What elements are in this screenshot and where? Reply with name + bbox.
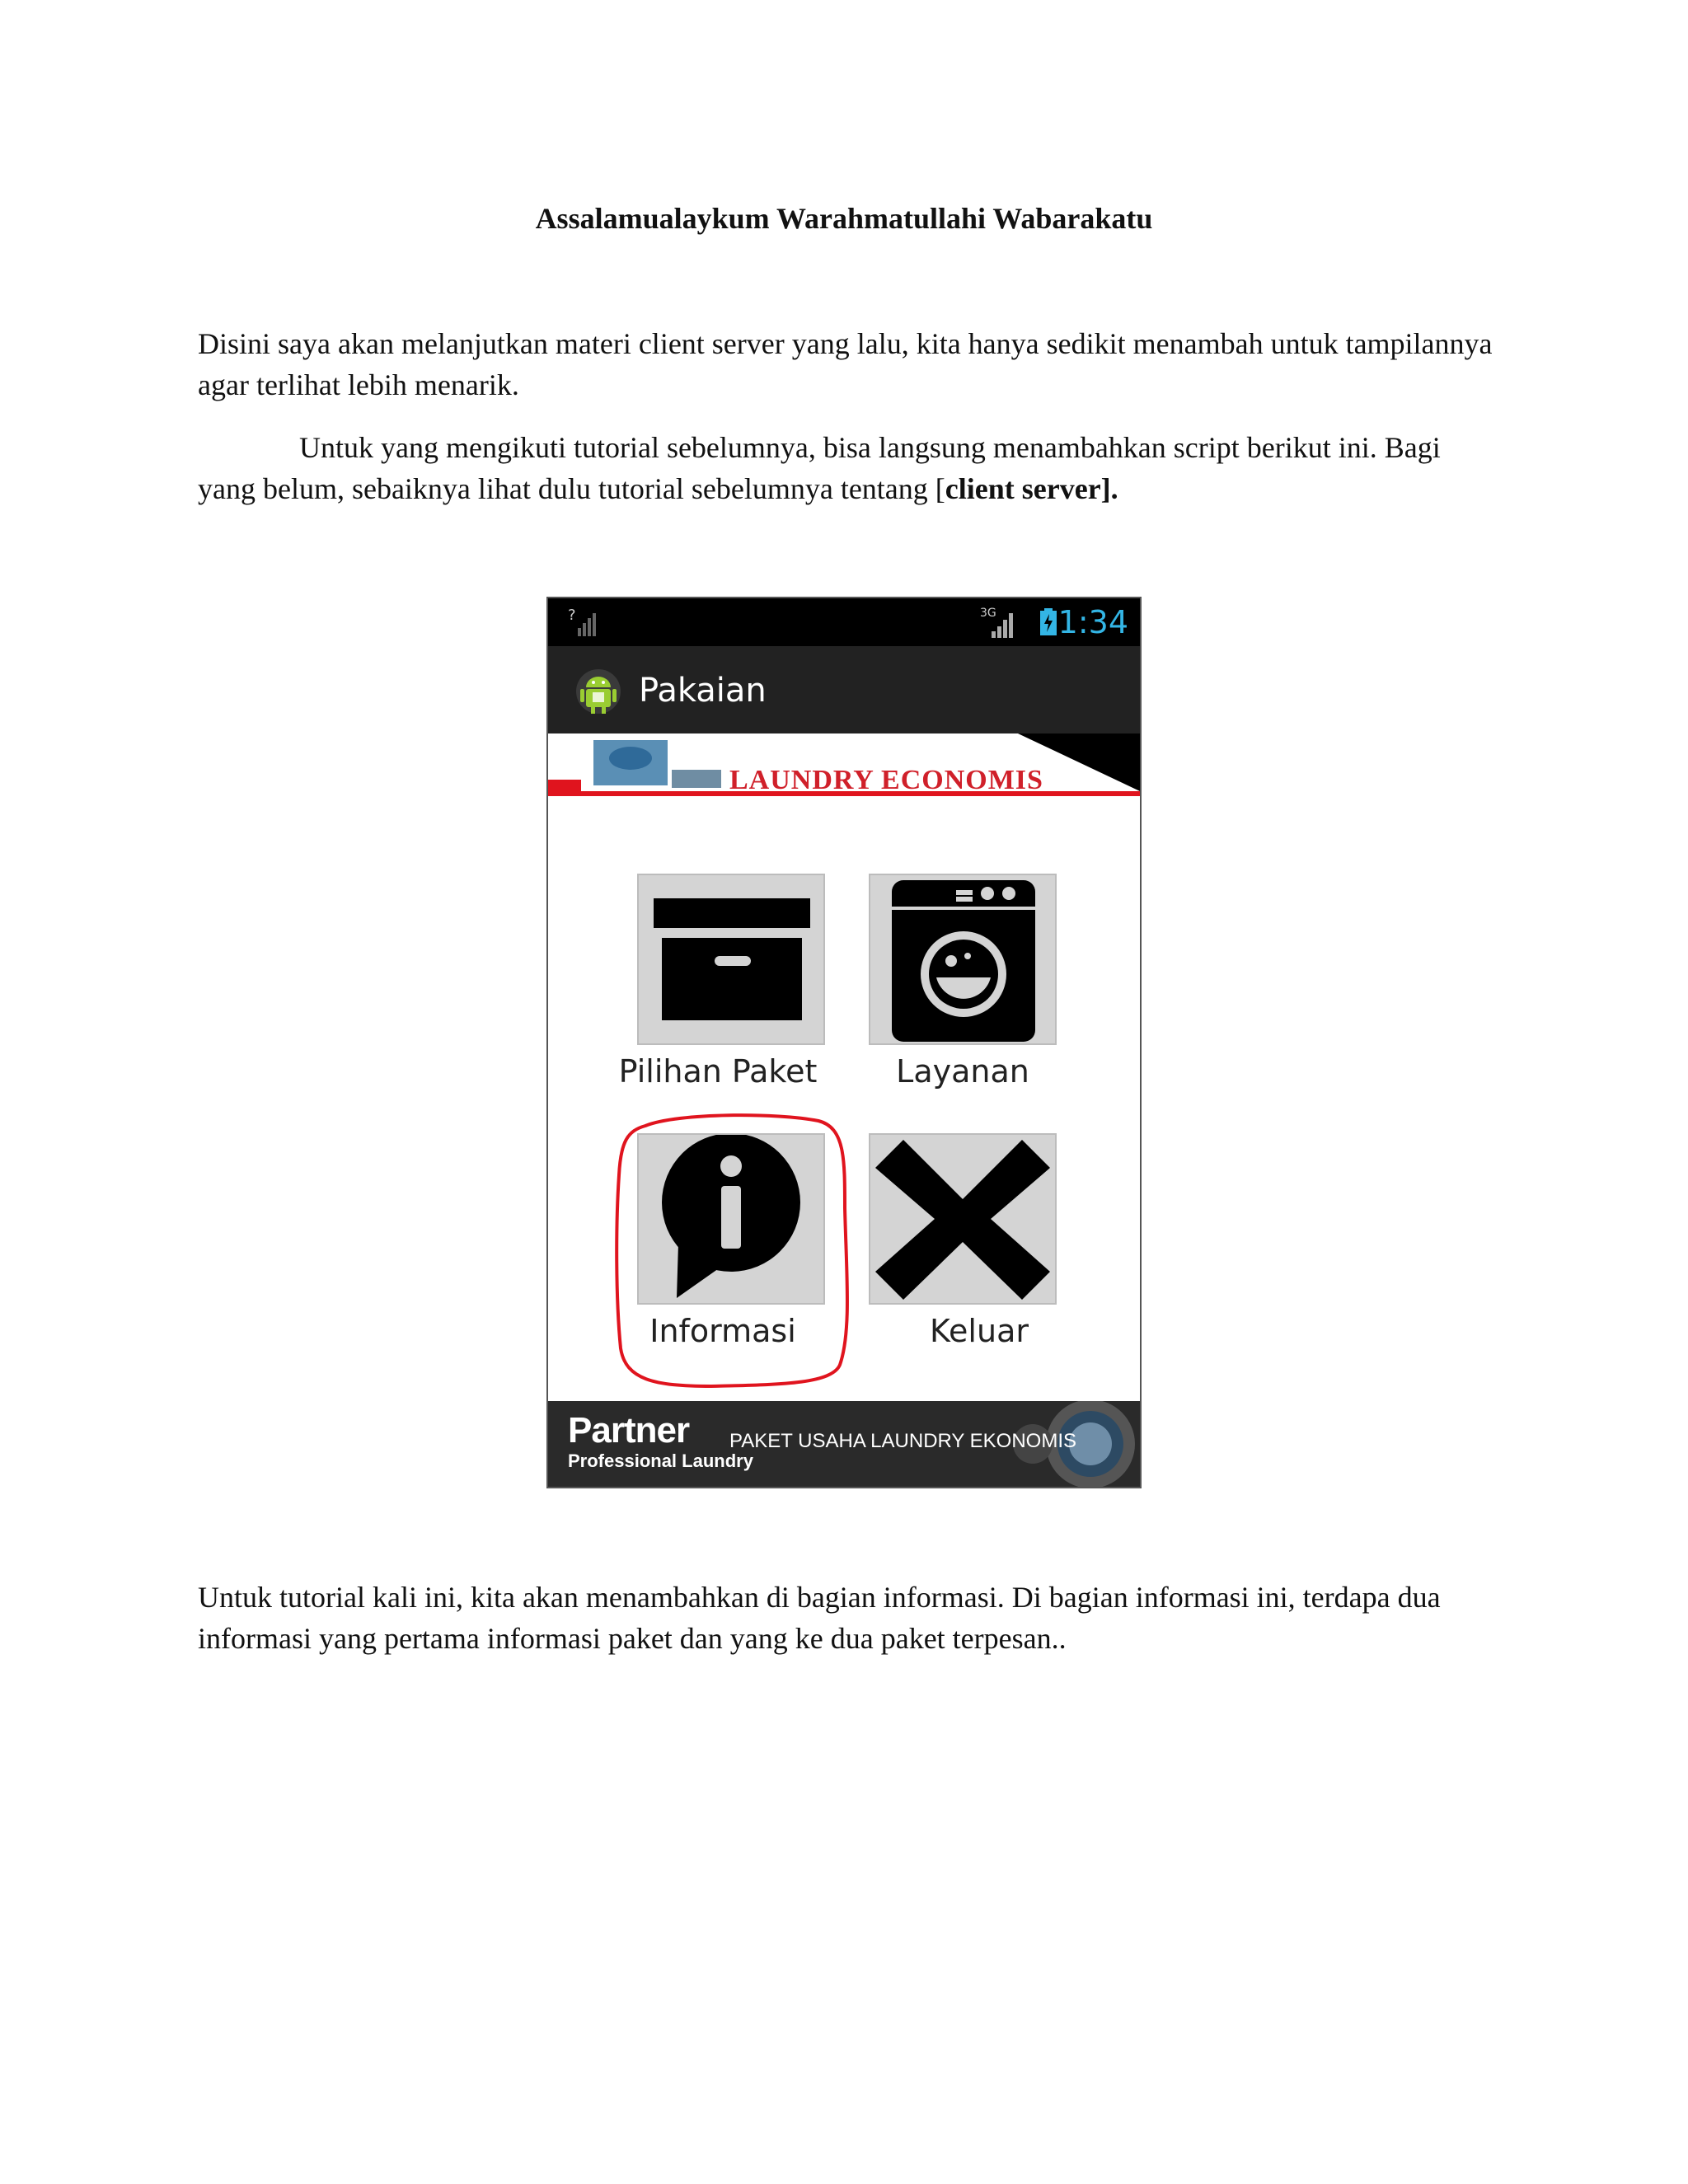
document-title: Assalamualaykum Warahmatullahi Wabarakatu: [535, 202, 1153, 235]
keluar-label: Keluar: [930, 1313, 1029, 1349]
banner-title: LAUNDRY ECONOMIS: [729, 765, 1043, 795]
highlight-annotation: [612, 1109, 851, 1390]
app-title: Pakaian: [639, 672, 767, 710]
battery-charging-icon: [1039, 608, 1057, 636]
box-icon: [639, 875, 823, 1043]
paragraph-intro: [198, 323, 1500, 405]
client-server-link-text: client server].: [945, 472, 1118, 505]
partner-footer-banner: [548, 1401, 1140, 1487]
paragraph-instructions-text: Untuk yang mengikuti tutorial sebelumnya, bisa langsung menambahkan script berikut ini. Bagi yang belum, sebaiknya lihat dulu tutorial sebelumnya tentang [: [198, 431, 1441, 505]
network-label: 3G: [980, 607, 996, 620]
close-x-icon: [870, 1135, 1055, 1303]
keluar-button[interactable]: [869, 1133, 1057, 1305]
pilihan-paket-button[interactable]: [637, 874, 825, 1045]
washing-machine-icon: [870, 875, 1055, 1043]
paragraph-instructions: [198, 427, 1500, 509]
action-bar: [548, 646, 1140, 733]
no-signal-icon: [566, 605, 599, 638]
paragraph-closing: [198, 1577, 1500, 1659]
laundry-banner: [548, 733, 1140, 804]
svg-text:?: ?: [568, 607, 576, 624]
layanan-button[interactable]: [869, 874, 1057, 1045]
android-app-icon[interactable]: [574, 666, 622, 717]
footer-tagline: PAKET USAHA LAUNDRY EKONOMIS: [729, 1430, 1077, 1452]
informasi-label: Informasi: [649, 1313, 796, 1349]
pilihan-paket-label: Pilihan Paket: [618, 1053, 818, 1090]
paragraph-intro-text: Disini saya akan melanjutkan materi client server yang lalu, kita hanya sedikit menambah untuk tampilannya agar terlihat lebih menarik.: [198, 327, 1493, 401]
footer-brand: Partner: [568, 1410, 690, 1451]
layanan-label: Layanan: [896, 1053, 1029, 1090]
phone-screenshot: [546, 597, 1142, 1488]
footer-brand-sub: Professional Laundry: [568, 1451, 753, 1471]
status-time: 1:34: [1057, 604, 1128, 640]
status-bar: [548, 598, 1140, 646]
signal-3g-icon: [980, 603, 1016, 640]
paragraph-closing-text: Untuk tutorial kali ini, kita akan menambahkan di bagian informasi. Di bagian informasi ini, terdapa dua informasi yang pertama informasi paket dan yang ke dua paket terpesan..: [198, 1581, 1441, 1655]
